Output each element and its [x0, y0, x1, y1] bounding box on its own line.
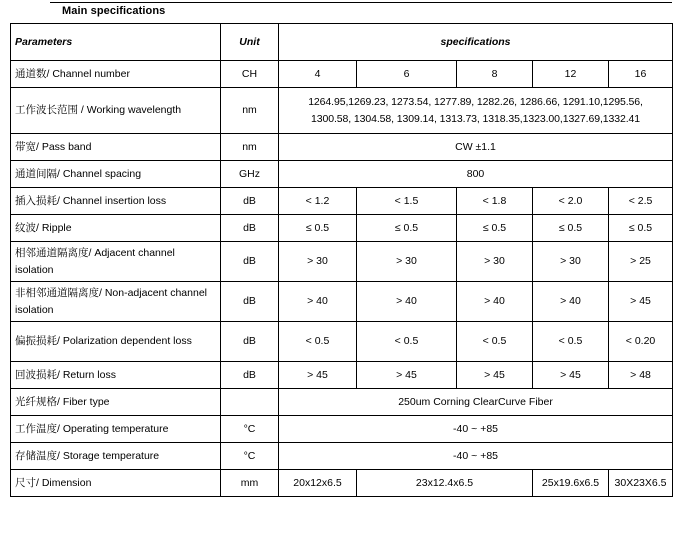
- value-adjacent-isolation-16ch: > 25: [609, 242, 673, 282]
- parameter-label-dimension: 尺寸/ Dimension: [11, 470, 221, 497]
- value-channel-number-8: 8: [457, 61, 533, 88]
- value-ripple-16ch: ≤ 0.5: [609, 215, 673, 242]
- value-non-adjacent-isolation-16ch: > 45: [609, 282, 673, 322]
- value-insertion-loss-6ch: < 1.5: [357, 188, 457, 215]
- table-row-storage-temperature: [11, 443, 673, 470]
- unit-channel-number: CH: [221, 61, 279, 88]
- unit-return-loss: dB: [221, 362, 279, 389]
- value-storage-temperature: -40 ~ +85: [279, 443, 673, 470]
- table-header-row: [11, 24, 673, 61]
- parameter-label-insertion-loss: 插入损耗/ Channel insertion loss: [11, 188, 221, 215]
- unit-storage-temperature: °C: [221, 443, 279, 470]
- unit-channel-spacing: GHz: [221, 161, 279, 188]
- table-row-channel-spacing: [11, 161, 673, 188]
- value-working-wavelength: [279, 88, 673, 134]
- value-dimension-4ch: 20x12x6.5: [279, 470, 357, 497]
- table-row-operating-temperature: [11, 416, 673, 443]
- value-ripple-12ch: ≤ 0.5: [533, 215, 609, 242]
- value-non-adjacent-isolation-4ch: > 40: [279, 282, 357, 322]
- value-adjacent-isolation-12ch: > 30: [533, 242, 609, 282]
- value-dimension-12ch: 25x19.6x6.5: [533, 470, 609, 497]
- wavelength-line-1: 1264.95,1269.23, 1273.54, 1277.89, 1282.26, 1286.66, 1291.10,1295.56,: [308, 96, 643, 109]
- value-return-loss-4ch: > 45: [279, 362, 357, 389]
- table-row-fiber-type: [11, 389, 673, 416]
- table-row-return-loss: [11, 362, 673, 389]
- table-row-polarization-dependent-loss: [11, 322, 673, 362]
- table-row-working-wavelength: [11, 88, 673, 134]
- unit-polarization-dependent-loss: dB: [221, 322, 279, 362]
- parameter-label-adjacent-channel-isolation: 相邻通道隔离度/ Adjacent channel isolation: [11, 242, 221, 282]
- value-insertion-loss-12ch: < 2.0: [533, 188, 609, 215]
- value-dimension-6-8ch: 23x12.4x6.5: [357, 470, 533, 497]
- value-fiber-type: 250um Corning ClearCurve Fiber: [279, 389, 673, 416]
- page-title: Main specifications: [62, 5, 166, 17]
- value-insertion-loss-16ch: < 2.5: [609, 188, 673, 215]
- value-pdl-8ch: < 0.5: [457, 322, 533, 362]
- table-row-dimension: [11, 470, 673, 497]
- parameter-label-operating-temperature: 工作温度/ Operating temperature: [11, 416, 221, 443]
- table-row-non-adjacent-channel-isolation: [11, 282, 673, 322]
- value-adjacent-isolation-6ch: > 30: [357, 242, 457, 282]
- unit-adjacent-channel-isolation: dB: [221, 242, 279, 282]
- value-insertion-loss-4ch: < 1.2: [279, 188, 357, 215]
- value-ripple-8ch: ≤ 0.5: [457, 215, 533, 242]
- header-divider: [50, 2, 672, 3]
- unit-working-wavelength: nm: [221, 88, 279, 134]
- parameter-label-working-wavelength: 工作波长范围 / Working wavelength: [11, 88, 221, 134]
- value-pdl-16ch: < 0.20: [609, 322, 673, 362]
- unit-pass-band: nm: [221, 134, 279, 161]
- parameter-label-non-adjacent-channel-isolation: 非相邻通道隔离度/ Non-adjacent channel isolation: [11, 282, 221, 322]
- value-insertion-loss-8ch: < 1.8: [457, 188, 533, 215]
- table-row-adjacent-channel-isolation: [11, 242, 673, 282]
- value-channel-spacing: 800: [279, 161, 673, 188]
- unit-insertion-loss: dB: [221, 188, 279, 215]
- value-dimension-16ch: 30X23X6.5: [609, 470, 673, 497]
- value-return-loss-16ch: > 48: [609, 362, 673, 389]
- main-specifications-table-container: [10, 23, 672, 497]
- wavelength-line-2: 1300.58, 1304.58, 1309.14, 1313.73, 1318.35,1323.00,1327.69,1332.41: [311, 112, 641, 125]
- value-return-loss-6ch: > 45: [357, 362, 457, 389]
- value-adjacent-isolation-4ch: > 30: [279, 242, 357, 282]
- value-return-loss-12ch: > 45: [533, 362, 609, 389]
- parameter-label-pass-band: 带宽/ Pass band: [11, 134, 221, 161]
- table-row-pass-band: [11, 134, 673, 161]
- parameter-label-channel-number: 通道数/ Channel number: [11, 61, 221, 88]
- value-channel-number-6: 6: [357, 61, 457, 88]
- table-row-channel-number: [11, 61, 673, 88]
- table-row-ripple: [11, 215, 673, 242]
- value-pdl-6ch: < 0.5: [357, 322, 457, 362]
- value-channel-number-16: 16: [609, 61, 673, 88]
- column-header-parameters: Parameters: [11, 24, 221, 61]
- value-non-adjacent-isolation-8ch: > 40: [457, 282, 533, 322]
- value-non-adjacent-isolation-12ch: > 40: [533, 282, 609, 322]
- column-header-specifications: specifications: [279, 24, 673, 61]
- value-channel-number-4: 4: [279, 61, 357, 88]
- value-return-loss-8ch: > 45: [457, 362, 533, 389]
- parameter-label-fiber-type: 光纤规格/ Fiber type: [11, 389, 221, 416]
- table-row-insertion-loss: [11, 188, 673, 215]
- main-specifications-table: [10, 23, 673, 497]
- unit-dimension: mm: [221, 470, 279, 497]
- column-header-unit: Unit: [221, 24, 279, 61]
- value-pdl-4ch: < 0.5: [279, 322, 357, 362]
- unit-non-adjacent-channel-isolation: dB: [221, 282, 279, 322]
- value-channel-number-12: 12: [533, 61, 609, 88]
- parameter-label-ripple: 纹波/ Ripple: [11, 215, 221, 242]
- unit-ripple: dB: [221, 215, 279, 242]
- value-adjacent-isolation-8ch: > 30: [457, 242, 533, 282]
- value-pdl-12ch: < 0.5: [533, 322, 609, 362]
- parameter-label-storage-temperature: 存储温度/ Storage temperature: [11, 443, 221, 470]
- parameter-label-return-loss: 回波损耗/ Return loss: [11, 362, 221, 389]
- value-operating-temperature: -40 ~ +85: [279, 416, 673, 443]
- parameter-label-polarization-dependent-loss: 偏振损耗/ Polarization dependent loss: [11, 322, 221, 362]
- unit-fiber-type: [221, 389, 279, 416]
- value-non-adjacent-isolation-6ch: > 40: [357, 282, 457, 322]
- unit-operating-temperature: °C: [221, 416, 279, 443]
- value-ripple-4ch: ≤ 0.5: [279, 215, 357, 242]
- value-pass-band: CW ±1.1: [279, 134, 673, 161]
- parameter-label-channel-spacing: 通道间隔/ Channel spacing: [11, 161, 221, 188]
- value-ripple-6ch: ≤ 0.5: [357, 215, 457, 242]
